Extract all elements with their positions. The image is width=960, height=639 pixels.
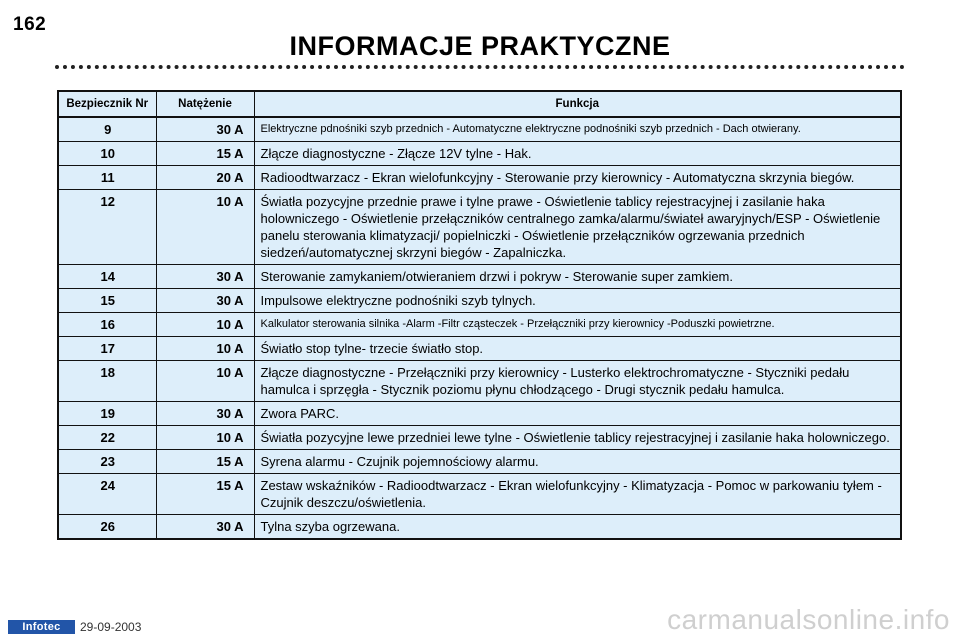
dotted-divider (55, 65, 905, 69)
fuse-amperage: 30 A (156, 117, 254, 142)
fuse-number: 19 (58, 402, 156, 426)
fuse-function: Zwora PARC. (254, 402, 901, 426)
fuse-function: Zestaw wskaźników - Radioodtwarzacz - Ekran wielofunkcyjny - Klimatyzacja - Pomoc w parkowaniu tyłem - Czujnik deszczu/oświetlenia. (254, 474, 901, 515)
fuse-number: 14 (58, 265, 156, 289)
fuse-amperage: 10 A (156, 190, 254, 265)
fuse-number: 24 (58, 474, 156, 515)
table-row (58, 450, 901, 474)
fuse-amperage: 15 A (156, 142, 254, 166)
fuse-amperage: 30 A (156, 515, 254, 540)
table-header-row (58, 91, 901, 117)
column-header-function: Funkcja (254, 91, 901, 117)
fuse-amperage: 10 A (156, 361, 254, 402)
fuse-amperage: 30 A (156, 265, 254, 289)
fuse-amperage: 20 A (156, 166, 254, 190)
table-row (58, 166, 901, 190)
fuse-number: 9 (58, 117, 156, 142)
table-row (58, 515, 901, 540)
fuse-function: Światła pozycyjne lewe przedniei lewe tylne - Oświetlenie tablicy rejestracyjnej i zasilanie haka holowniczego. (254, 426, 901, 450)
fuse-amperage: 30 A (156, 289, 254, 313)
fuse-function: Elektryczne pdnośniki szyb przednich - Automatyczne elektryczne podnośniki szyb przednich - Dach otwierany. (254, 117, 901, 142)
fuse-number: 15 (58, 289, 156, 313)
fuse-function: Światła pozycyjne przednie prawe i tylne prawe - Oświetlenie tablicy rejestracyjnej i zasilanie haka holowniczego - Oświetlenie przełączników centralnego zamka/alarmu/świateł awaryjnych/ESP - Oświetlenie panelu sterowania klimatyzacji/ popielniczki - Oświetlenie przełączników ogrzewania przednich siedzeń/automatycznej skrzyni biegów - Zapalniczka. (254, 190, 901, 265)
fuse-number: 26 (58, 515, 156, 540)
fuse-amperage: 30 A (156, 402, 254, 426)
fuse-number: 12 (58, 190, 156, 265)
table-row (58, 289, 901, 313)
table-row (58, 426, 901, 450)
fuse-number: 16 (58, 313, 156, 337)
footer-date: 29-09-2003 (80, 620, 142, 634)
fuse-amperage: 10 A (156, 313, 254, 337)
page-title: INFORMACJE PRAKTYCZNE (289, 31, 671, 61)
fuse-amperage: 15 A (156, 474, 254, 515)
table-row (58, 313, 901, 337)
column-header-fuse-number: Bezpiecznik Nr (58, 91, 156, 117)
fuse-number: 17 (58, 337, 156, 361)
fuse-function: Sterowanie zamykaniem/otwieraniem drzwi i pokryw - Sterowanie super zamkiem. (254, 265, 901, 289)
fuse-function: Syrena alarmu - Czujnik pojemnościowy alarmu. (254, 450, 901, 474)
page-number: 162 (13, 14, 47, 35)
table-row (58, 337, 901, 361)
fuse-number: 22 (58, 426, 156, 450)
fuse-function: Złącze diagnostyczne - Przełączniki przy kierownicy - Lusterko elektrochromatyczne - Styczniki pedału hamulca i sprzęgła - Stycznik poziomu płynu chłodzącego - Drugi stycznik pedału hamulca. (254, 361, 901, 402)
fuse-function: Światło stop tylne- trzecie światło stop. (254, 337, 901, 361)
table-row (58, 361, 901, 402)
fuse-function: Złącze diagnostyczne - Złącze 12V tylne - Hak. (254, 142, 901, 166)
infotec-logo: Infotec (8, 620, 75, 634)
fuse-number: 11 (58, 166, 156, 190)
table-row (58, 190, 901, 265)
table-row (58, 265, 901, 289)
site-watermark: carmanualsonline.info (667, 604, 950, 635)
fuse-function: Impulsowe elektryczne podnośniki szyb tylnych. (254, 289, 901, 313)
fuse-amperage: 15 A (156, 450, 254, 474)
fuse-function: Radioodtwarzacz - Ekran wielofunkcyjny - Sterowanie przy kierownicy - Automatyczna skrzynia biegów. (254, 166, 901, 190)
fuse-amperage: 10 A (156, 337, 254, 361)
fuse-function: Kalkulator sterowania silnika -Alarm -Filtr cząsteczek - Przełączniki przy kierownicy -Poduszki powietrzne. (254, 313, 901, 337)
table-row (58, 117, 901, 142)
fuse-amperage: 10 A (156, 426, 254, 450)
fuse-number: 10 (58, 142, 156, 166)
table-row (58, 402, 901, 426)
column-header-amperage: Natężenie (156, 91, 254, 117)
fuse-number: 23 (58, 450, 156, 474)
fuse-function: Tylna szyba ogrzewana. (254, 515, 901, 540)
table-row (58, 474, 901, 515)
fuse-number: 18 (58, 361, 156, 402)
table-row (58, 142, 901, 166)
fuse-table (57, 90, 902, 540)
